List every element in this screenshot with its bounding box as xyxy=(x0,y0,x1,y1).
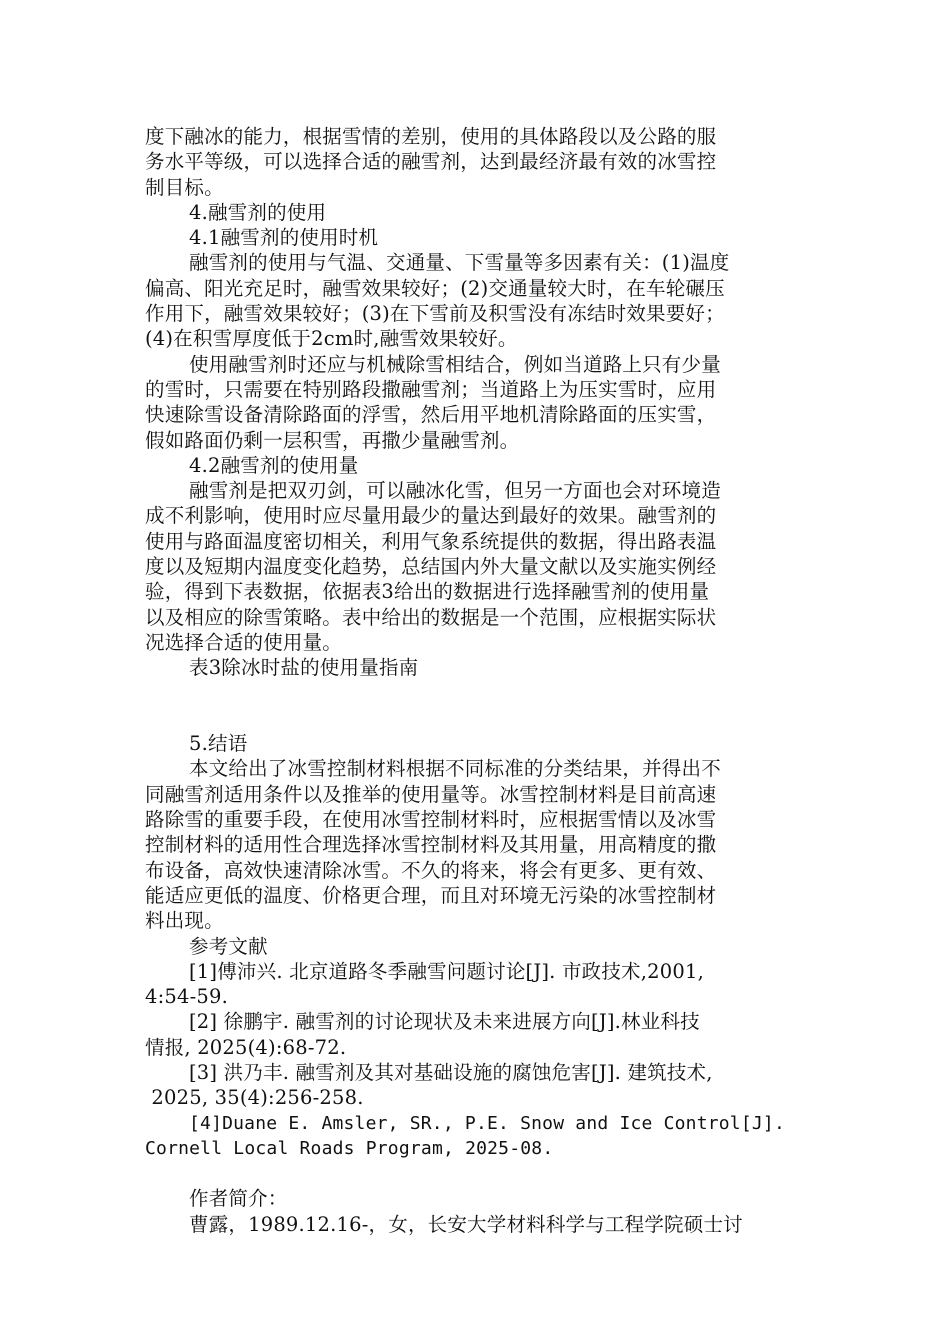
reference-item: [3] 洪乃丰. 融雪剂及其对基础设施的腐蚀危害[J]. 建筑技术, xyxy=(189,1060,713,1084)
body-text: 假如路面仍剩一层积雪，再撒少量融雪剂。 xyxy=(145,428,520,452)
reference-item: 2025, 35(4):256-258. xyxy=(145,1086,364,1110)
body-text: 制目标。 xyxy=(145,175,224,199)
spacer xyxy=(145,1161,805,1186)
body-text: 成不利影响，使用时应尽量用最少的量达到最好的效果。融雪剂的 xyxy=(145,504,717,528)
subsection-heading: 4.2融雪剂的使用量 xyxy=(189,453,359,477)
body-text: 以及相应的除雪策略。表中给出的数据是一个范围，应根据实际状 xyxy=(145,605,717,629)
reference-item: [4]Duane E. Amsler, SR., P.E. Snow and Ice Control[J]. xyxy=(189,1112,785,1134)
references-heading: 参考文献 xyxy=(189,934,268,958)
document-page xyxy=(145,124,805,1237)
body-text: 路除雪的重要手段，在使用冰雪控制材料时，应根据雪情以及冰雪 xyxy=(145,808,717,832)
table-caption: 表3除冰时盐的使用量指南 xyxy=(189,656,419,680)
body-text: 融雪剂是把双刃剑，可以融冰化雪，但另一方面也会对环境造 xyxy=(189,479,721,503)
body-text: 务水平等级，可以选择合适的融雪剂，达到最经济最有效的冰雪控 xyxy=(145,150,717,174)
reference-item: Cornell Local Roads Program, 2025-08. xyxy=(145,1137,554,1159)
table-placeholder xyxy=(145,681,805,732)
body-text: 同融雪剂适用条件以及推举的使用量等。冰雪控制材料是目前高速 xyxy=(145,782,717,806)
body-text: 快速除雪设备清除路面的浮雪，然后用平地机清除路面的压实雪， xyxy=(145,403,717,427)
reference-item: [2] 徐鹏宇. 融雪剂的讨论现状及未来进展方向[J].林业科技 xyxy=(189,1010,700,1034)
subsection-heading: 4.1融雪剂的使用时机 xyxy=(189,226,379,250)
author-info: 曹露，1989.12.16-，女，长安大学材料科学与工程学院硕士讨 xyxy=(189,1212,743,1236)
section-heading: 4.融雪剂的使用 xyxy=(189,200,327,224)
body-text: 偏高、阳光充足时，融雪效果较好；(2)交通量较大时，在车轮碾压 xyxy=(145,276,725,300)
reference-item: 4:54-59. xyxy=(145,985,228,1009)
author-heading: 作者简介： xyxy=(189,1187,288,1211)
reference-item: [1]傅沛兴. 北京道路冬季融雪问题讨论[J]. 市政技术,2001, xyxy=(189,959,704,983)
body-text: 的雪时，只需要在特别路段撒融雪剂；当道路上为压实雪时，应用 xyxy=(145,377,717,401)
body-text: 融雪剂的使用与气温、交通量、下雪量等多因素有关：(1)温度 xyxy=(189,251,730,275)
section-heading: 5.结语 xyxy=(189,732,248,756)
body-text: 度以及短期内温度变化趋势，总结国内外大量文献以及实施实例经 xyxy=(145,555,717,579)
body-text: 作用下，融雪效果较好；(3)在下雪前及积雪没有冻结时效果要好； xyxy=(145,302,725,326)
body-text: 使用与路面温度密切相关，利用气象系统提供的数据，得出路表温 xyxy=(145,529,717,553)
reference-item: 情报, 2025(4):68-72. xyxy=(145,1035,347,1059)
body-text: 能适应更低的温度、价格更合理，而且对环境无污染的冰雪控制材 xyxy=(145,883,717,907)
body-text: (4)在积雪厚度低于2cm时,融雪效果较好。 xyxy=(145,327,518,351)
body-text: 度下融冰的能力，根据雪情的差别，使用的具体路段以及公路的服 xyxy=(145,125,717,148)
body-text: 料出现。 xyxy=(145,909,224,933)
body-text: 本文给出了冰雪控制材料根据不同标准的分类结果，并得出不 xyxy=(189,757,721,781)
body-text: 使用融雪剂时还应与机械除雪相结合，例如当道路上只有少量 xyxy=(189,352,721,376)
body-text: 布设备，高效快速清除冰雪。不久的将来，将会有更多、更有效、 xyxy=(145,858,717,882)
body-text: 况选择合适的使用量。 xyxy=(145,630,343,654)
body-text: 验，得到下表数据，依据表3给出的数据进行选择融雪剂的使用量 xyxy=(145,580,710,604)
body-text: 控制材料的适用性合理选择冰雪控制材料及其用量，用高精度的撒 xyxy=(145,833,717,857)
